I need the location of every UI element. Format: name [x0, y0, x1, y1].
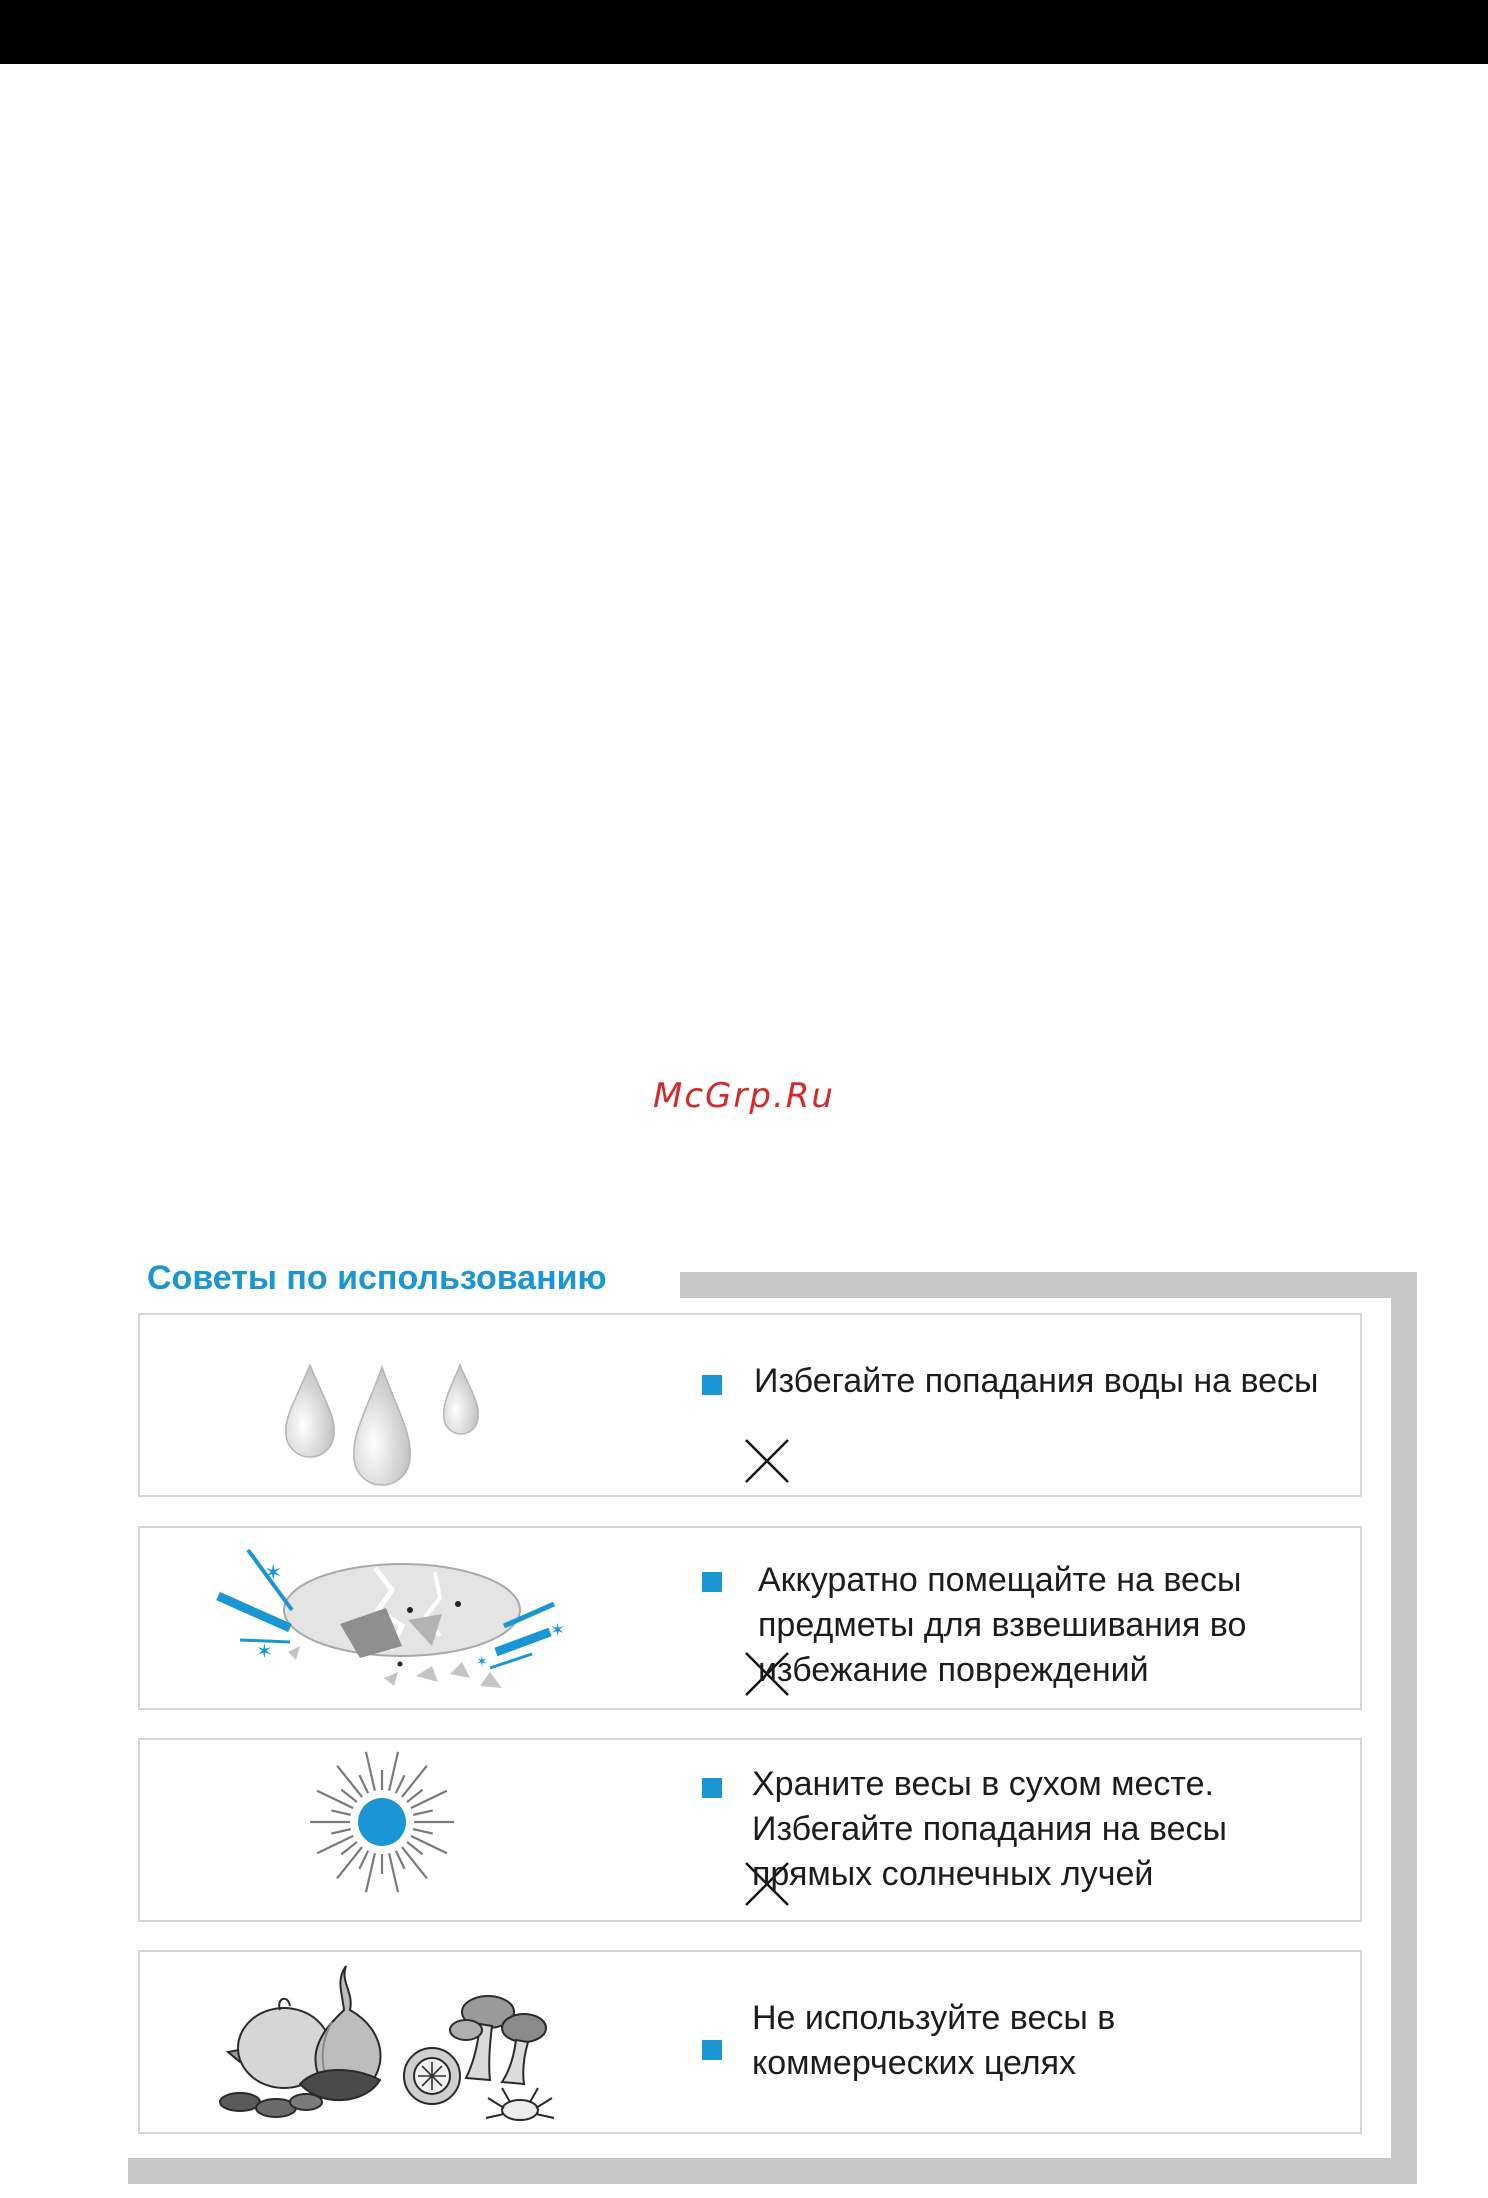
section-title: Советы по использованию	[147, 1258, 625, 1298]
bullet-square	[702, 2040, 722, 2060]
tip-panel-handle-carefully	[138, 1526, 1362, 1710]
watermark: McGrp.Ru	[653, 1076, 835, 1116]
frame-shadow-top	[680, 1272, 1417, 1298]
svg-text:✶: ✶	[550, 1620, 566, 1640]
frame-shadow-bottom	[128, 2158, 1417, 2184]
svg-text:✶: ✶	[256, 1641, 273, 1663]
svg-text:✶: ✶	[264, 1560, 283, 1585]
bullet-square	[702, 1572, 722, 1592]
tip-panel-water	[138, 1313, 1362, 1497]
broken-plate-icon	[140, 1528, 660, 1708]
sun-icon	[140, 1740, 660, 1920]
tip-panel-non-commercial	[138, 1950, 1362, 2134]
prohibited-x-icon	[743, 1437, 791, 1485]
tip-panel-dry-place	[138, 1738, 1362, 1922]
tip-text: Аккуратно помещайте на весы предметы для взвешивания во избежание повреждений	[758, 1561, 1247, 1689]
svg-text:✶: ✶	[476, 1653, 488, 1669]
tip-text: Не используйте весы в коммерческих целях	[752, 1999, 1116, 2082]
water-drops-icon	[140, 1315, 660, 1495]
tip-text: Храните весы в сухом месте. Избегайте попадания на весы прямых солнечных лучей	[752, 1765, 1227, 1893]
bullet-square	[702, 1778, 722, 1798]
food-produce-icon	[140, 1952, 660, 2132]
frame-shadow-right	[1391, 1272, 1417, 2184]
tip-text: Избегайте попадания воды на весы	[754, 1362, 1319, 1400]
top-black-bar	[0, 0, 1488, 64]
bullet-square	[702, 1375, 722, 1395]
